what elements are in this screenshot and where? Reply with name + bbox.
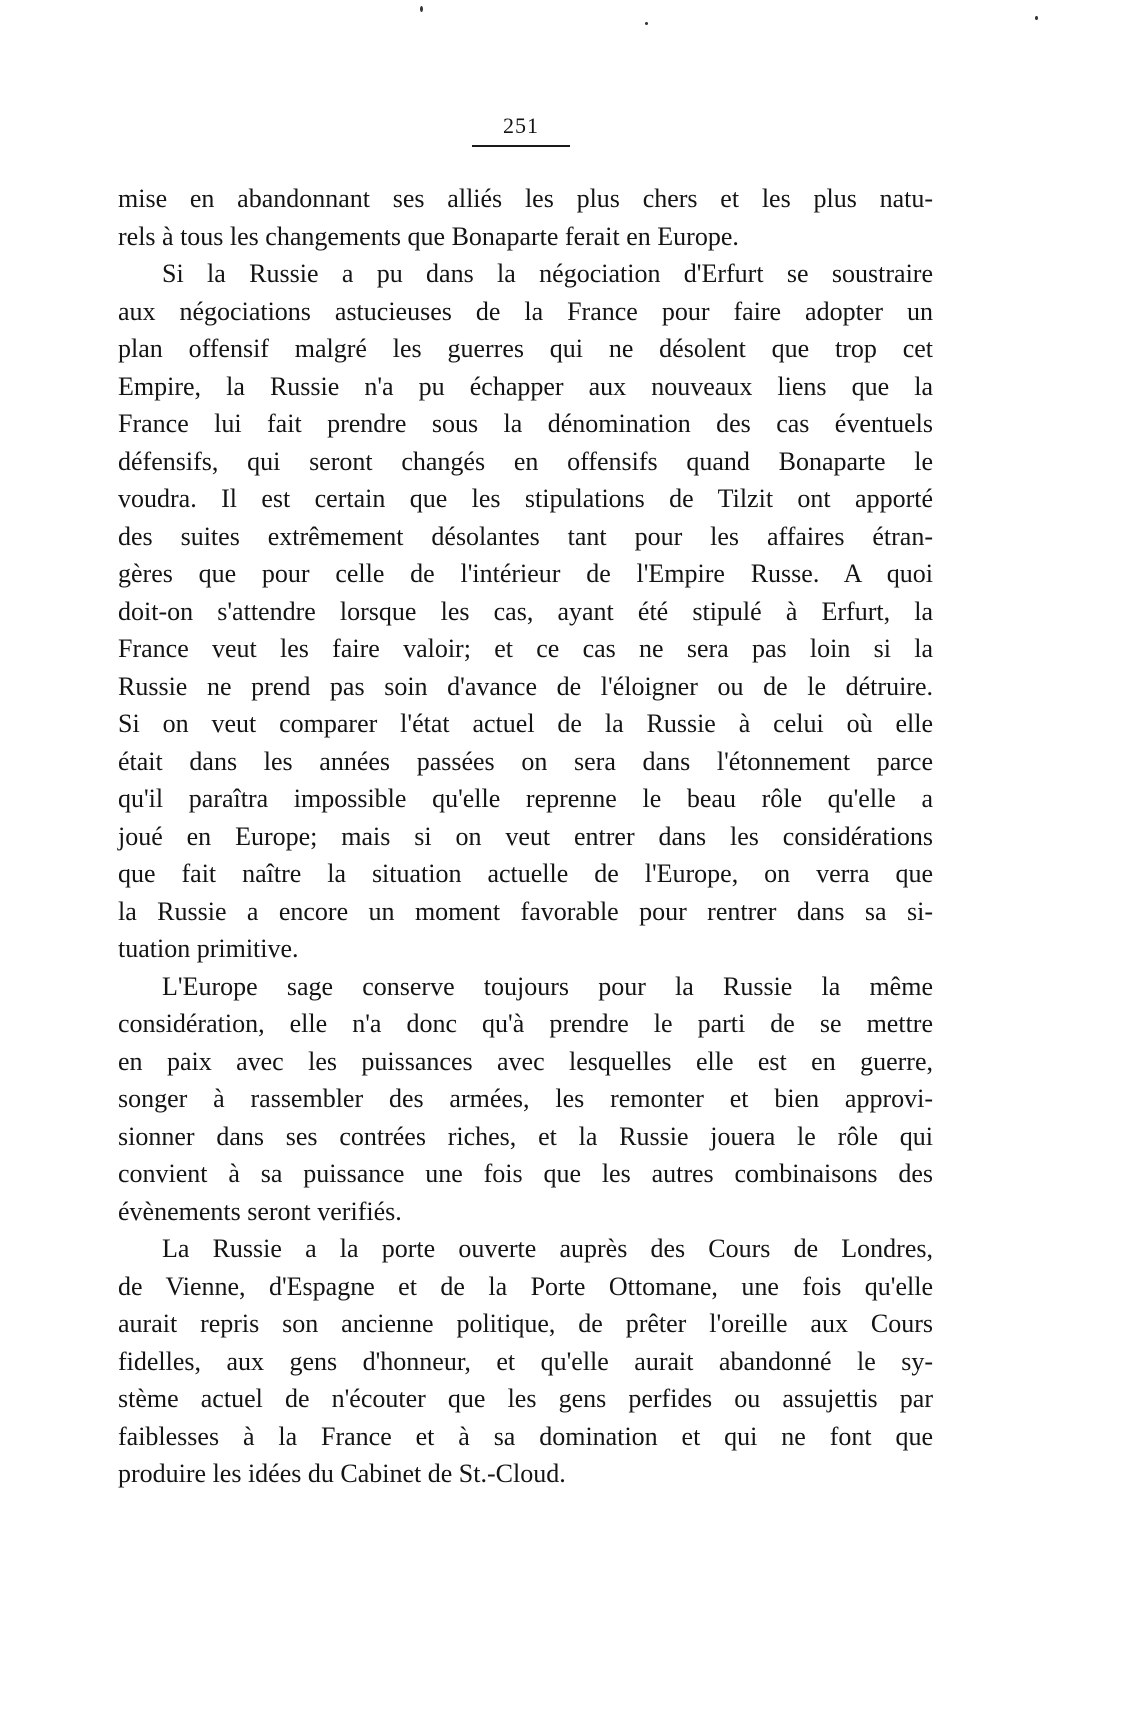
text-line: mise en abandonnant ses alliés les plus chers et les plus natu- xyxy=(118,184,933,213)
body-text xyxy=(118,180,933,1493)
ink-speck xyxy=(645,22,648,25)
text-line: évènements seront verifiés. xyxy=(118,1196,402,1226)
paragraph xyxy=(118,255,933,968)
text-line: aurait repris son ancienne politique, de prêter l'oreille aux Cours xyxy=(118,1309,933,1338)
text-line: des suites extrêmement désolantes tant pour les affaires étran- xyxy=(118,521,933,551)
text-line: joué en Europe; mais si on veut entrer dans les considérations xyxy=(118,821,933,851)
ink-speck xyxy=(420,6,423,12)
text-line: plan offensif malgré les guerres qui ne désolent que trop cet xyxy=(118,334,933,363)
text-line: gères que pour celle de l'intérieur de l'Empire Russe. A quoi xyxy=(118,559,933,588)
paragraph xyxy=(118,1230,933,1493)
text-line: faiblesses à la France et à sa domination et qui ne font que xyxy=(118,1421,933,1451)
text-line: qu'il paraîtra impossible qu'elle reprenne le beau rôle qu'elle a xyxy=(118,784,933,813)
text-line: rels à tous les changements que Bonaparte ferait en Europe. xyxy=(118,221,739,251)
text-line: France lui fait prendre sous la dénomination des cas éventuels xyxy=(118,409,933,438)
text-line: songer à rassembler des armées, les remonter et bien approvi- xyxy=(118,1084,933,1113)
paragraph xyxy=(118,180,933,255)
text-line: fidelles, aux gens d'honneur, et qu'elle aurait abandonné le sy- xyxy=(118,1346,933,1376)
text-line: la Russie a encore un moment favorable pour rentrer dans sa si- xyxy=(118,896,933,926)
text-line: était dans les années passées on sera dans l'étonnement parce xyxy=(118,746,933,776)
text-line: de Vienne, d'Espagne et de la Porte Ottomane, une fois qu'elle xyxy=(118,1271,933,1301)
text-line: sionner dans ses contrées riches, et la Russie jouera le rôle qui xyxy=(118,1121,933,1151)
text-line: stème actuel de n'écouter que les gens perfides ou assujettis par xyxy=(118,1384,933,1413)
text-line: aux négociations astucieuses de la France pour faire adopter un xyxy=(118,296,933,326)
text-line: Russie ne prend pas soin d'avance de l'éloigner ou de le détruire. xyxy=(118,671,933,701)
text-line: Empire, la Russie n'a pu échapper aux nouveaux liens que la xyxy=(118,371,933,401)
paragraph xyxy=(118,968,933,1231)
page-number-rule xyxy=(472,145,570,147)
text-line: Si la Russie a pu dans la négociation d'Erfurt se soustraire xyxy=(162,259,933,288)
page-number: 251 xyxy=(503,113,539,138)
text-line: que fait naître la situation actuelle de l'Europe, on verra que xyxy=(118,859,933,888)
text-line: L'Europe sage conserve toujours pour la Russie la même xyxy=(162,971,933,1001)
text-line: voudra. Il est certain que les stipulations de Tilzit ont apporté xyxy=(118,484,933,513)
ink-speck xyxy=(1035,16,1038,20)
text-line: France veut les faire valoir; et ce cas ne sera pas loin si la xyxy=(118,634,933,663)
text-line: convient à sa puissance une fois que les autres combinaisons des xyxy=(118,1159,933,1188)
text-line: défensifs, qui seront changés en offensifs quand Bonaparte le xyxy=(118,446,933,476)
text-line: en paix avec les puissances avec lesquelles elle est en guerre, xyxy=(118,1046,933,1076)
text-line: doit-on s'attendre lorsque les cas, ayant été stipulé à Erfurt, la xyxy=(118,596,933,626)
text-line: produire les idées du Cabinet de St.-Cloud. xyxy=(118,1459,566,1488)
text-line: considération, elle n'a donc qu'à prendre le parti de se mettre xyxy=(118,1009,933,1038)
text-line: La Russie a la porte ouverte auprès des Cours de Londres, xyxy=(162,1234,933,1263)
text-line: tuation primitive. xyxy=(118,934,299,963)
text-line: Si on veut comparer l'état actuel de la Russie à celui où elle xyxy=(118,709,933,738)
